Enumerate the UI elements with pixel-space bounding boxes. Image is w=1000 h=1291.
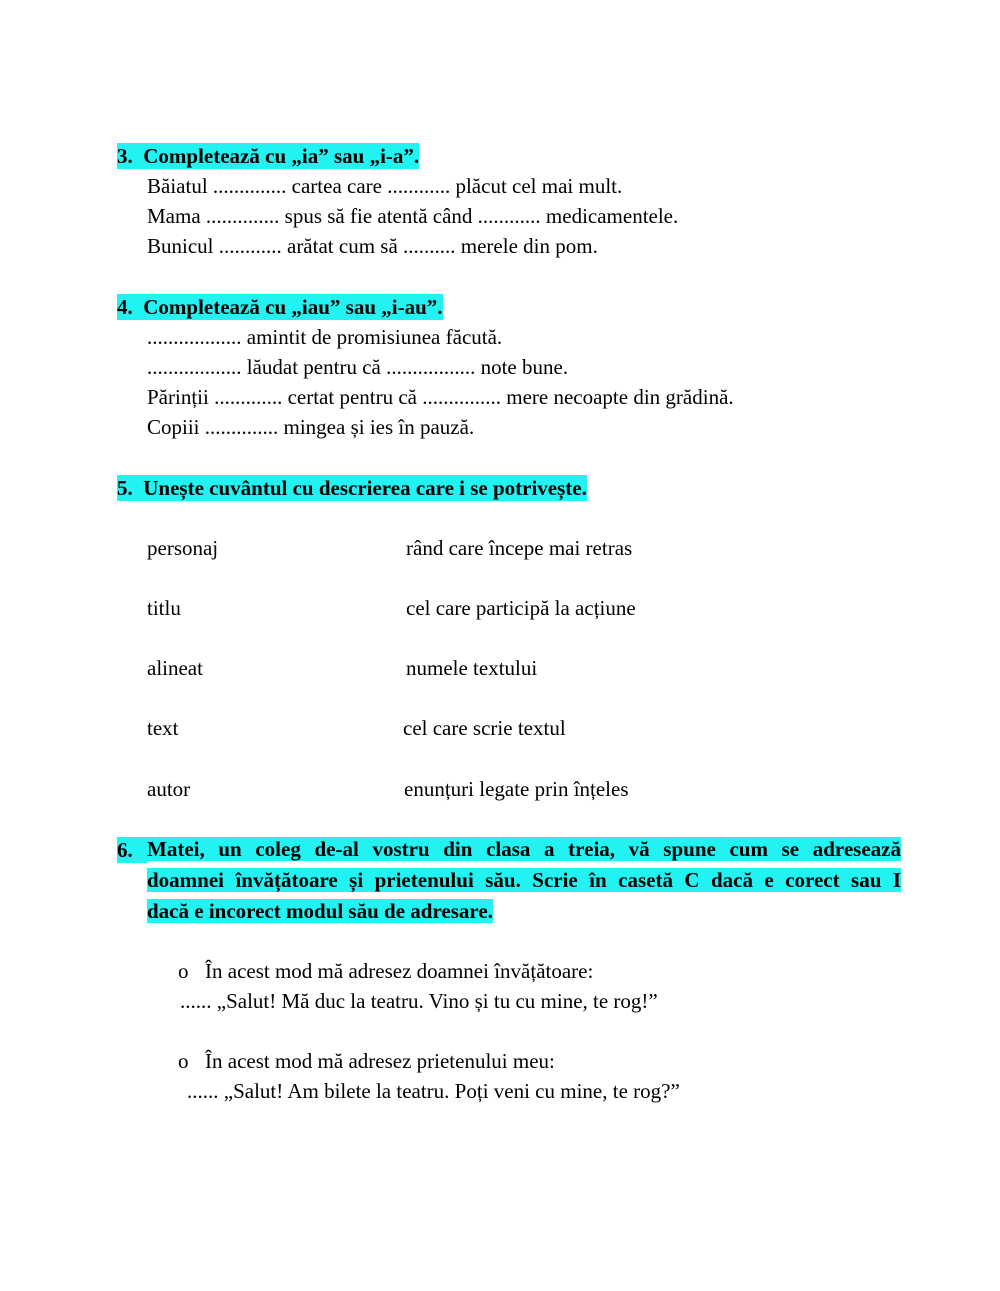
exercise-4-title: Completează cu „iau” sau „i-au”. [143,295,443,319]
match-word-1: personaj [147,536,219,560]
exercise-6-item-2-answer: ...... „Salut! Am bilete la teatru. Poți veni cu mine, te rog?” [187,1079,680,1103]
match-description-2: cel care participă la acțiune [406,596,636,620]
exercise-6-title-line-3: dacă e incorect modul său de adresare. [147,899,493,923]
match-description-4: cel care scrie textul [403,716,566,740]
exercise-6-item-1-label: În acest mod mă adresez doamnei învățătoare: [205,959,594,983]
exercise-4-heading [117,294,443,320]
exercise-6-item-1-answer: ...... „Salut! Mă duc la teatru. Vino și tu cu mine, te rog!” [180,989,658,1013]
exercise-4-number: 4. [117,295,133,319]
match-word-5: autor [147,777,191,801]
exercise-5-number: 5. [117,476,133,500]
bullet-icon: o [178,959,189,983]
exercise-5-title: Unește cuvântul cu descrierea care i se potrivește. [143,476,587,500]
match-word-4: text [147,716,179,740]
exercise-3-line-3: Bunicul ............ arătat cum să .......... merele din pom. [147,234,598,258]
match-word-2: titlu [147,596,181,620]
exercise-4-line-2: .................. lăudat pentru că ................. note bune. [147,355,569,379]
exercise-6-title-line-1: Matei, un coleg de-al vostru din clasa a treia, vă spune cum se adresează [147,837,901,861]
exercise-3-line-2: Mama .............. spus să fie atentă când ............ medicamentele. [147,204,679,228]
match-word-3: alineat [147,656,203,680]
match-description-3: numele textului [406,656,538,680]
exercise-3-heading [117,143,419,169]
match-description-5: enunțuri legate prin înțeles [404,777,629,801]
exercise-3-title: Completează cu „ia” sau „i-a”. [143,144,420,168]
exercise-3-number: 3. [117,144,133,168]
exercise-4-line-3: Părinții ............. certat pentru că ............... mere necoapte din grădină. [147,385,734,409]
exercise-6-item-2-label: În acest mod mă adresez prietenului meu: [205,1049,555,1073]
exercise-4-line-4: Copiii .............. mingea și ies în pauză. [147,415,475,439]
exercise-6-number: 6. [117,837,147,863]
exercise-5-heading [117,475,587,501]
exercise-6-title-line-2: doamnei învățătoare și prietenului său. Scrie în casetă C dacă e corect sau I [147,868,901,892]
exercise-4-line-1: .................. amintit de promisiunea făcută. [147,325,503,349]
bullet-icon: o [178,1049,189,1073]
match-description-1: rând care începe mai retras [406,536,633,560]
exercise-3-line-1: Băiatul .............. cartea care ............ plăcut cel mai mult. [147,174,623,198]
